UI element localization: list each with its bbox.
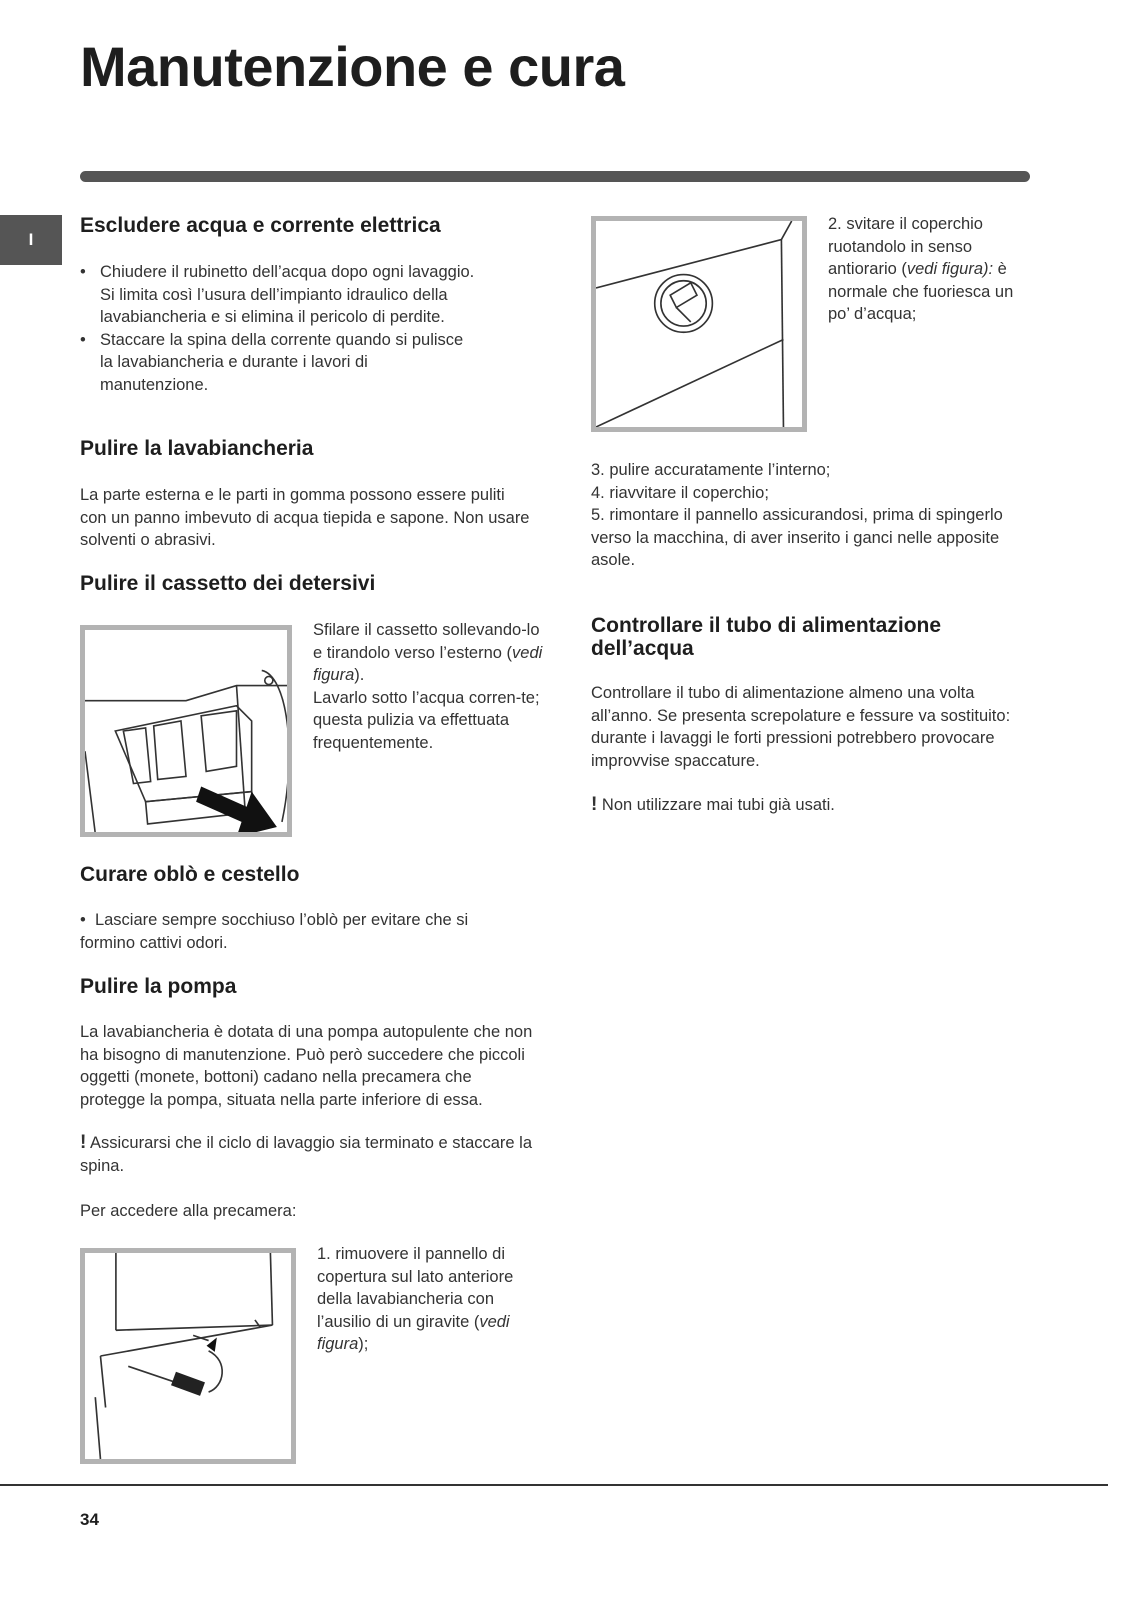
- tubo-body: Controllare il tubo di alimentazione almeno una volta all’anno. Se presenta screpolature e fessure va sostituito: durante i lavaggi le forti pressioni potrebbero provocare improvvise spaccature.: [591, 684, 1011, 770]
- pompa-warning: ! Assicurarsi che il ciclo di lavaggio sia terminato e staccare la spina.: [80, 1132, 533, 1175]
- pulire-lavabiancheria-body: La parte esterna e le parti in gomma possono essere puliti con un panno imbevuto di acqua tiepida e sapone. Non usare solventi o abrasivi.: [80, 486, 530, 549]
- bullet-icon: •: [80, 330, 86, 349]
- list-item: • Chiudere il rubinetto dell’acqua dopo ogni lavaggio. Si limita così l’usura dell’impianto idraulico della lavabiancheria e si elimina il pericolo di perdite.: [80, 261, 480, 329]
- step-1: 1. rimuovere il pannello di copertura sul lato anteriore della lavabiancheria con l’ausilio di un giravite (vedi figura);: [317, 1245, 514, 1353]
- pump-cap-illustration: [596, 221, 802, 427]
- drawer-figure: [80, 625, 292, 837]
- heading-pulire-cassetto: Pulire il cassetto dei detersivi: [80, 572, 376, 595]
- step-4: 4. riavvitare il coperchio;: [591, 483, 769, 502]
- heading-escludere: Escludere acqua e corrente elettrica: [80, 214, 441, 237]
- front-panel-removal-illustration: [85, 1253, 291, 1459]
- title-rule: [80, 171, 1030, 182]
- bullet-icon: •: [80, 263, 86, 281]
- step-2: 2. svitare il coperchio ruotandolo in senso antiorario (vedi figura): è normale che fuoriesca un po’ d’acqua;: [828, 215, 1014, 323]
- page-title: Manutenzione e cura: [80, 35, 625, 98]
- warning-icon: !: [591, 794, 598, 815]
- access-text: Per accedere alla precamera:: [80, 1202, 297, 1220]
- cassetto-text: Sfilare il cassetto sollevando-lo e tirandolo verso l’esterno (vedi figura). Lavarlo sotto l’acqua corren-te; questa pulizia va effettuata frequentemente.: [313, 621, 543, 752]
- heading-pulire-pompa: Pulire la pompa: [80, 975, 237, 998]
- step-3: 3. pulire accuratamente l’interno;: [591, 461, 831, 479]
- heading-pulire-lavabiancheria: Pulire la lavabiancheria: [80, 437, 314, 460]
- escludere-list: [80, 261, 480, 396]
- step-5: 5. rimontare il pannello assicurandosi, prima di spingerlo verso la macchina, di aver inserito i ganci nelle apposite asole.: [591, 506, 1003, 569]
- page-number: 34: [80, 1510, 99, 1529]
- detergent-drawer-illustration: [85, 630, 287, 832]
- tubo-warning: ! Non utilizzare mai tubi già usati.: [591, 794, 835, 815]
- footer-rule: [0, 1484, 1108, 1486]
- pulire-pompa-body: La lavabiancheria è dotata di una pompa autopulente che non ha bisogno di manutenzione. Può però succedere che piccoli oggetti (monete, bottoni) cadano nella precamera che protegge la pompa, situata nella parte inferiore di essa.: [80, 1023, 533, 1109]
- warning-icon: !: [80, 1132, 87, 1153]
- steps-3-5: [591, 459, 1031, 572]
- curare-oblo-item: • Lasciare sempre socchiuso l’oblò per evitare che si formino cattivi odori.: [80, 911, 469, 952]
- cap-figure: [591, 216, 807, 432]
- heading-tubo: Controllare il tubo di alimentazione dell’acqua: [591, 614, 942, 660]
- panel-figure: [80, 1248, 296, 1464]
- bullet-icon: •: [80, 911, 95, 929]
- heading-curare-oblo: Curare oblò e cestello: [80, 863, 300, 886]
- list-item: • Staccare la spina della corrente quando si pulisce la lavabiancheria e durante i lavori di manutenzione.: [80, 329, 480, 397]
- language-tab: I: [0, 215, 62, 265]
